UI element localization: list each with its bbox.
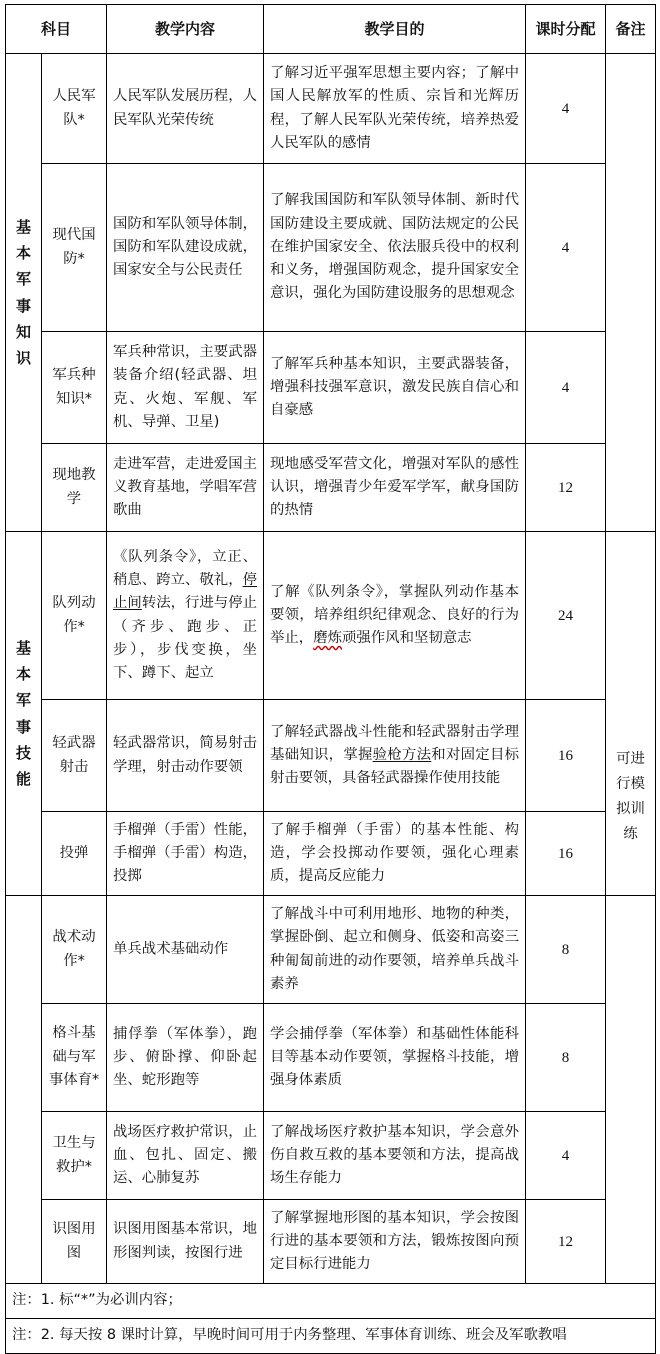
hours-cell: 4 <box>526 54 606 164</box>
subject-cell: 队列动作* <box>42 532 107 700</box>
subject-cell: 卫生与救护* <box>42 1112 107 1200</box>
subject-cell: 现代国防* <box>42 164 107 332</box>
content-cell: 识图用图基本常识，地形图判读，按图行进 <box>107 1200 264 1284</box>
table-row <box>6 54 656 164</box>
hours-cell: 8 <box>526 896 606 1004</box>
content-cell: 捕俘拳（军体拳），跑步、俯卧撑、仰卧起坐、蛇形跑等 <box>107 1004 264 1112</box>
hours-cell: 4 <box>526 164 606 332</box>
goal-cell: 学会捕俘拳（军体拳）和基础性体能科目等基本动作要领，掌握格斗技能，增强身体素质 <box>264 1004 526 1112</box>
header-row <box>6 5 656 54</box>
header-subject: 科目 <box>6 5 107 54</box>
subject-cell: 识图用图 <box>42 1200 107 1284</box>
content-cell: 战场医疗救护常识，止血、包扎、固定、搬运、心肺复苏 <box>107 1112 264 1200</box>
hours-cell: 12 <box>526 1200 606 1284</box>
goal-text: 和对固定目标射击要领，具备轻武器操作使用技能 <box>270 746 519 787</box>
subject-cell: 人民军队* <box>42 54 107 164</box>
subject-cell: 格斗基础与军事体育* <box>42 1004 107 1112</box>
content-text: 《队列条令》，立正、稍息、跨立、敬礼， <box>113 548 258 588</box>
underlined-text: 停止间 <box>113 571 258 612</box>
goal-cell: 了解掌握地形图的基本知识，学会按图行进的基本要领和方法，锻炼按图向预定目标行进能力 <box>264 1200 526 1284</box>
goal-text: 顽强作风和坚韧意志 <box>342 630 472 647</box>
table-row <box>6 1004 656 1112</box>
hours-cell: 8 <box>526 1004 606 1112</box>
spellcheck-underlined-text: 磨炼 <box>313 630 342 647</box>
hours-cell: 4 <box>526 332 606 444</box>
table-row <box>6 896 656 1004</box>
table-row <box>6 812 656 896</box>
category-cell <box>6 896 42 1284</box>
table-row <box>6 1200 656 1284</box>
header-content: 教学内容 <box>107 5 264 54</box>
table-row <box>6 444 656 532</box>
table-row <box>6 1112 656 1200</box>
goal-cell: 了解习近平强军思想主要内容；了解中国人民解放军的性质、宗旨和光辉历程，了解人民军队光荣传统，培养热爱人民军队的感情 <box>264 54 526 164</box>
footnote-1: 注：1. 标“*”为必训内容； <box>6 1284 656 1319</box>
goal-cell: 了解军兵种基本知识，主要武器装备，增强科技强军意识，激发民族自信心和自豪感 <box>264 332 526 444</box>
subject-cell: 战术动作* <box>42 896 107 1004</box>
table-row <box>6 332 656 444</box>
hours-cell: 16 <box>526 812 606 896</box>
goal-cell: 了解我国国防和军队领导体制、新时代国防建设主要成就、国防法规定的公民在维护国家安全、依法服兵役中的权利和义务，增强国防观念，提升国家安全意识，强化为国防建设服务的思想观念 <box>264 164 526 332</box>
remark-cell <box>606 54 656 532</box>
subject-cell: 轻武器射击 <box>42 700 107 812</box>
subject-cell: 现地教学 <box>42 444 107 532</box>
content-cell: 人民军队发展历程，人民军队光荣传统 <box>107 54 264 164</box>
goal-cell <box>264 700 526 812</box>
content-cell: 国防和军队领导体制，国防和军队建设成就，国家安全与公民责任 <box>107 164 264 332</box>
underlined-text: 验枪方法 <box>372 746 432 763</box>
goal-cell <box>264 532 526 700</box>
remark-cell <box>606 532 656 700</box>
content-cell: 手榴弹（手雷）性能，手榴弹（手雷）构造，投掷 <box>107 812 264 896</box>
remark-cell: 可进行模拟训练 <box>606 700 656 896</box>
table-row <box>6 164 656 332</box>
category-cell: 基本军事技能 <box>6 532 42 896</box>
curriculum-table <box>5 4 656 1354</box>
content-cell: 轻武器常识，简易射击学理，射击动作要领 <box>107 700 264 812</box>
content-text: 转法，行进与停止（齐步、跑步、正步），步伐变换，坐下、蹲下、起立 <box>113 595 258 682</box>
hours-cell: 12 <box>526 444 606 532</box>
goal-text: 了解《队列条令》，掌握队列动作基本要领，培养组织纪律观念、良好的行为举止， <box>270 583 520 647</box>
hours-cell: 16 <box>526 700 606 812</box>
header-remark: 备注 <box>606 5 656 54</box>
footnote-row <box>6 1319 656 1354</box>
content-cell: 走进军营，走进爱国主义教育基地，学唱军营歌曲 <box>107 444 264 532</box>
footnote-row <box>6 1284 656 1319</box>
subject-cell: 投弹 <box>42 812 107 896</box>
header-goal: 教学目的 <box>264 5 526 54</box>
table-row <box>6 532 656 700</box>
content-cell: 单兵战术基础动作 <box>107 896 264 1004</box>
remark-cell <box>606 896 656 1284</box>
hours-cell: 24 <box>526 532 606 700</box>
hours-cell: 4 <box>526 1112 606 1200</box>
content-cell: 军兵种常识，主要武器装备介绍(轻武器、坦克、火炮、军舰、军机、导弹、卫星) <box>107 332 264 444</box>
goal-cell: 了解手榴弹（手雷）的基本性能、构造，学会投掷动作要领，强化心理素质，提高反应能力 <box>264 812 526 896</box>
header-hours: 课时分配 <box>526 5 606 54</box>
category-cell: 基本军事知识 <box>6 54 42 532</box>
content-cell <box>107 532 264 700</box>
goal-cell: 现地感受军营文化，增强对军队的感性认识，增强青少年爱军学军，献身国防的热情 <box>264 444 526 532</box>
goal-cell: 了解战斗中可利用地形、地物的种类，掌握卧倒、起立和侧身、低姿和高姿三种匍匐前进的动作要领，培养单兵战斗素养 <box>264 896 526 1004</box>
table-row <box>6 700 656 812</box>
goal-cell: 了解战场医疗救护基本知识，学会意外伤自救互救的基本要领和方法，提高战场生存能力 <box>264 1112 526 1200</box>
subject-cell: 军兵种知识* <box>42 332 107 444</box>
goal-text: 了解轻武器战斗性能和轻武器射击学理基础知识，掌握 <box>270 723 520 763</box>
footnote-2: 注：2. 每天按 8 课时计算，早晚时间可用于内务整理、军事体育训练、班会及军歌教唱 <box>6 1319 656 1354</box>
